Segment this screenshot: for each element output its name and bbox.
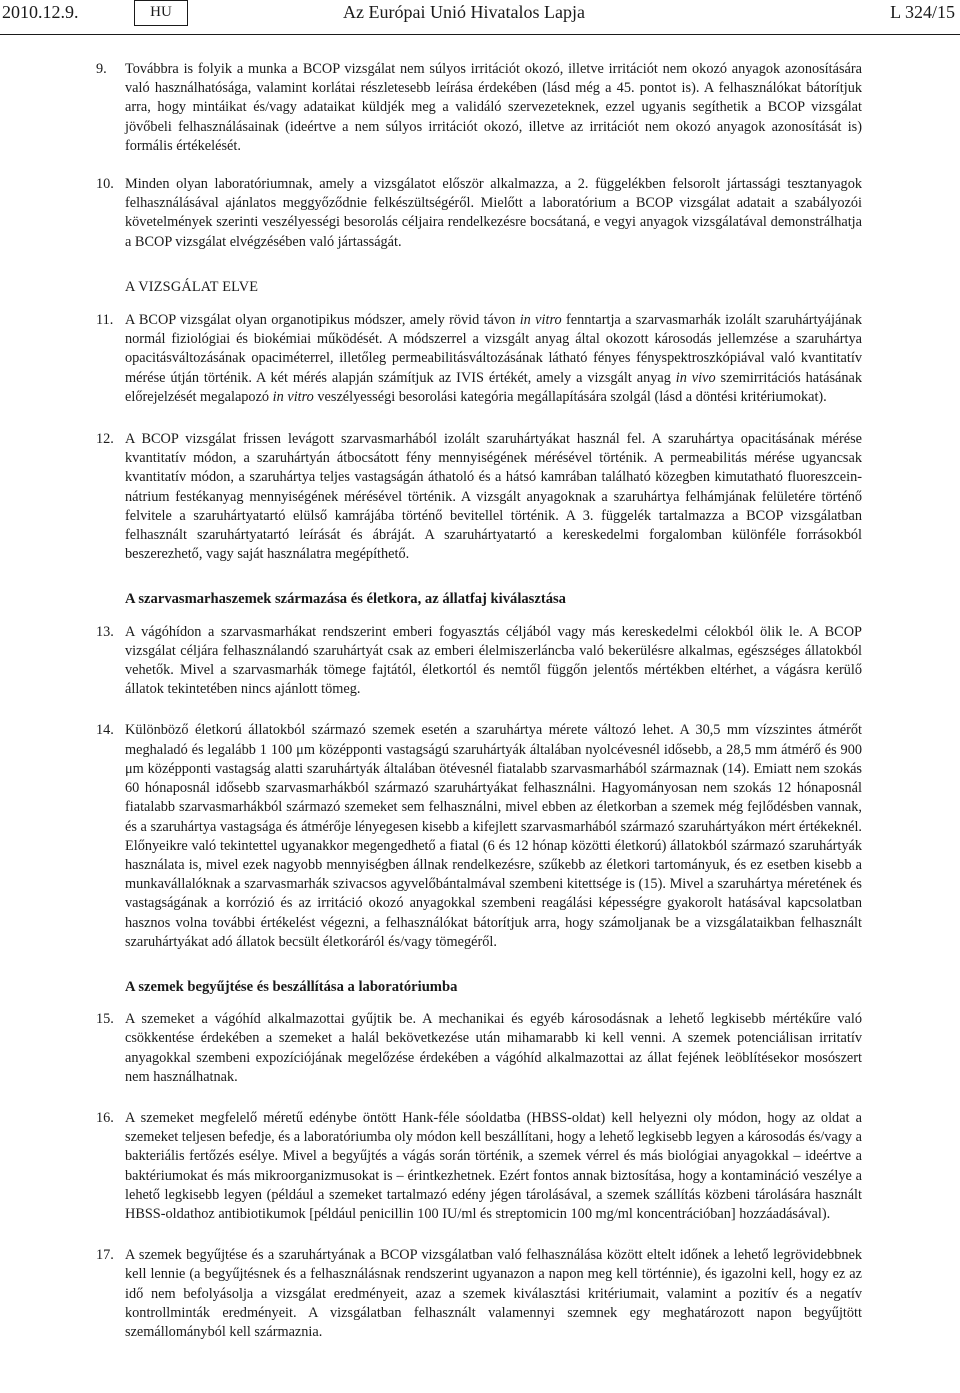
paragraph-text: Továbbra is folyik a munka a BCOP vizsgálat nem súlyos irritációt okozó, illetve irritációt nem okozó anyagok azonosítására való használhatósága, valamint korlátai részletesebb leírása érdekében (lásd még a 45. pontot is). A felhasználókat bátorítjuk arra, hogy mintáikat és/vagy adataikat küldjék meg a validáló szervezeteknek, ezzel ugyanis segíthetik a BCOP vizsgálat jövőbeli felhasználásainak (ideértve a nem súlyos irritációt okozó, illetve az irritációt nem okozó anyagok azonosítását is) formális értékelését.	[125, 61, 862, 154]
paragraph-16	[96, 1109, 862, 1224]
section-heading-eye-source: A szarvasmarhaszemek származása és életkora, az állatfaj kiválasztása	[125, 591, 566, 608]
header-divider	[0, 34, 960, 35]
language-badge: HU	[134, 0, 188, 26]
page-header	[0, 0, 960, 30]
paragraph-10	[96, 175, 862, 252]
page-number: L 324/15	[890, 2, 955, 22]
paragraph-text: Különböző életkorú állatokból származó szemek esetén a szaruhártya mérete változó lehet. A 30,5 mm vízszintes átmérőt meghaladó és legalább 1 100 μm középponti vastagságú szaruhártyák általában nyolcévesnél idősebb, a 28,5 mm átmérő és 900 μm középponti vastagság alatti szaruhártyák általában ötévesnél fiatalabb szarvasmarhából származnak (14). Emiatt nem szokás 60 hónaposnál idősebb szarvasmarhákból származó szaruhártyákat felhasználni. Hagyományosan nem szokás 12 hónaposnál fiatalabb szarvasmarhákból származó szemeket sem felhasználni, mivel ebben az életkorban a szemek még fejlődésben vannak, és a szaruhártya vastagsága és átmérője lényegesen kisebb a kifejlett szarvasmarhából származó szaruhártyákon mért értékeknél. Előnyeikre való tekintettel ugyanakkor megengedhető a fiatal (6 és 12 hónap közötti életkorú) állatokból származó szaruhártyák használata is, mivel ezek nagyobb mennyiségben állnak rendelkezésre, szűkebb az életkori tartományuk, és ez esetben kisebb a munkavállalóknak a szarvasmarhák szivacsos agyvelőbántalmával szembeni kitettsége is (15). Mivel a szaruhártya méretének és vastagságának a korrózió és az irritáció okozó anyagokkal szembeni reagálási képességre gyakorolt hatásával kapcsolatban hasznos volna további értékelést végezni, a felhasználókat bátorítjuk arra, hogy számoljanak be a vizsgálataikban felhasznált szaruhártyákat adó állatok becsült életkoráról és/vagy tömegéről.	[125, 722, 862, 950]
document-body	[96, 60, 862, 1342]
paragraph-number: 16.	[96, 1109, 114, 1126]
paragraph-13	[96, 623, 862, 700]
section-heading-eye-collection: A szemek begyűjtése és beszállítása a laboratóriumba	[125, 978, 458, 995]
paragraph-number: 17.	[96, 1247, 114, 1264]
paragraph-text: A szemeket megfelelő méretű edénybe öntött Hank-féle sóoldatba (HBSS-oldat) kell helyezni oly módon, hogy az oldat a szemeket teljesen befedje, és a laboratóriumba oly módon kell beszállítani, hogy a lehető legkisebb legyen a károsodás és/vagy a bakteriális fertőzés esélye. Mivel a begyűjtés a vágás során történik, a szemek vérrel és más biológiai anyagokkal – ideértve a baktériumokat és más mikroorganizmusokat is – érintkezhetnek. Ezért fontos annak biztosítása, hogy a kontamináció veszélye a lehető legkisebb legyen (például a szemeket tartalmazó edény jégen tárolásával, a szemek szállítás közbeni tárolására használt HBSS-oldathoz antibiotikumok [például penicillin 100 IU/ml és streptomicin 100 mg/ml koncentrációban] hozzáadásával).	[125, 1109, 862, 1222]
paragraph-number: 12.	[96, 431, 114, 448]
italic-term: in vitro	[272, 388, 314, 405]
paragraph-number: 10.	[96, 176, 114, 193]
italic-term: in vivo	[675, 369, 716, 386]
italic-term: in vitro	[519, 312, 562, 329]
paragraph-text-part: veszélyességi besorolási kategória megállapítására szolgál (lásd a döntési kritériumokat).	[313, 388, 827, 405]
paragraph-11	[96, 311, 862, 407]
paragraph-12	[96, 430, 862, 564]
paragraph-text-part: A BCOP vizsgálat olyan organotipikus módszer, amely rövid távon	[125, 312, 520, 329]
paragraph-15	[96, 1010, 862, 1087]
paragraph-number: 11.	[96, 312, 114, 329]
paragraph-text: A BCOP vizsgálat frissen levágott szarvasmarhából izolált szaruhártyákat használ fel. A szaruhártya opacitásának mérése kvantitatív módon, a szaruhártyán átbocsátott fény mennyiségének mérésével történik. A permeabilitás mérése ugyancsak kvantitatív módon, a szaruhártya teljes vastagságán áthatoló és a hátsó kamrában található közegben kimutatható fluoreszcein-nátrium festékanyag mennyiségének mérésével történik. A vizsgált anyagoknak a szaruhártya felhámjának felületére történő felvitele a szaruhártyatartó elülső kamrájába történő bevitellel történik. A 3. függelék tartalmazza a BCOP vizsgálatban felhasznált szaruhártyatartó leírását és ábráját. A szaruhártyatartó a kereskedelmi forgalomban különféle forrásokból beszerezhető, vagy saját használatra megépíthető.	[125, 431, 862, 563]
paragraph-text: A szemeket a vágóhíd alkalmazottai gyűjtik be. A mechanikai és egyéb károsodásnak a lehető legkisebb mértékűre való csökkentése érdekében a szemeket a halál bekövetkezése után mihamarabb ki kell venni. A szemek potenciálisan irritatív anyagokkal szembeni expozíciójának megelőzése érdekében a vágóhíd alkalmazottai az állat fejének leöblítésekor mosószert nem használhatnak.	[125, 1011, 862, 1085]
publication-date: 2010.12.9.	[2, 2, 79, 22]
paragraph-9	[96, 60, 862, 156]
paragraph-number: 13.	[96, 623, 114, 640]
paragraph-number: 14.	[96, 722, 114, 739]
section-heading-principle: A VIZSGÁLAT ELVE	[125, 278, 259, 295]
paragraph-text-part: szemirritációs hatásának előrejelzését megalapozó	[125, 369, 862, 405]
paragraph-number: 9.	[96, 61, 107, 77]
paragraph-text: Minden olyan laboratóriumnak, amely a vizsgálatot először alkalmazza, a 2. függelékben felsorolt jártassági tesztanyagok felhasználásával ajánlatos meggyőződnie felkészültségéről. Mielőtt a laboratórium a BCOP vizsgálat adatait a szabályozói követelmények szerinti veszélyességi besorolás céljaira rendelkezésre bocsátaná, e vegyi anyagok vizsgálatával demonstrálhatja a BCOP vizsgálat elvégzésében való jártasságát.	[125, 176, 862, 250]
paragraph-number: 15.	[96, 1011, 114, 1028]
paragraph-14	[96, 721, 862, 951]
paragraph-text: A szemek begyűjtése és a szaruhártyának a BCOP vizsgálatban való felhasználása között eltelt időnek a lehető legrövidebbnek kell lennie (a begyűjtésnek és a felhasználásnak rendszerint ugyanazon a napon meg kell történnie), és igazolni kell, hogy ez az idő nem befolyásolja a vizsgálat eredményeit, azaz a szemek kiválasztási kritériumait, valamint a pozitív és a negatív kontrollminták eredményeit. A vizsgálatban felhasznált valamennyi szemnek egy meghatározott napon begyűjtött szemállományból kell származnia.	[125, 1247, 862, 1340]
paragraph-17	[96, 1246, 862, 1342]
paragraph-text: A vágóhídon a szarvasmarhákat rendszerint emberi fogyasztás céljából vagy más kereskedelmi célokból ölik le. A BCOP vizsgálat céljára felhasználandó szaruhártyát csak az emberi élelmiszerláncba való bekerülésre alkalmas, egészséges állatokból vehetők. Mivel a szarvasmarhák tömege fajtától, életkortól és nemtől függőn jelentős mértékben eltérhet, a vágásra kerülő állatok tekintetében nincs ajánlott tömeg.	[125, 623, 862, 698]
journal-title: Az Európai Unió Hivatalos Lapja	[343, 2, 585, 22]
paragraph-text-part: fenntartja a szarvasmarhák izolált szaruhártyájának normál fiziológiai és biokémiai működését. A módszerrel a vizsgált anyag által okozott károsodás jellemzése a szaruhártya opacitásváltozásának opaciméterrel, illetőleg permeabilitásváltozásának látható fényes fényspektroszkópiával való kvantitatív mérése útján történik. A két mérés alapján számítjuk az IVIS értékét, amely a vizsgált anyag	[125, 312, 862, 386]
